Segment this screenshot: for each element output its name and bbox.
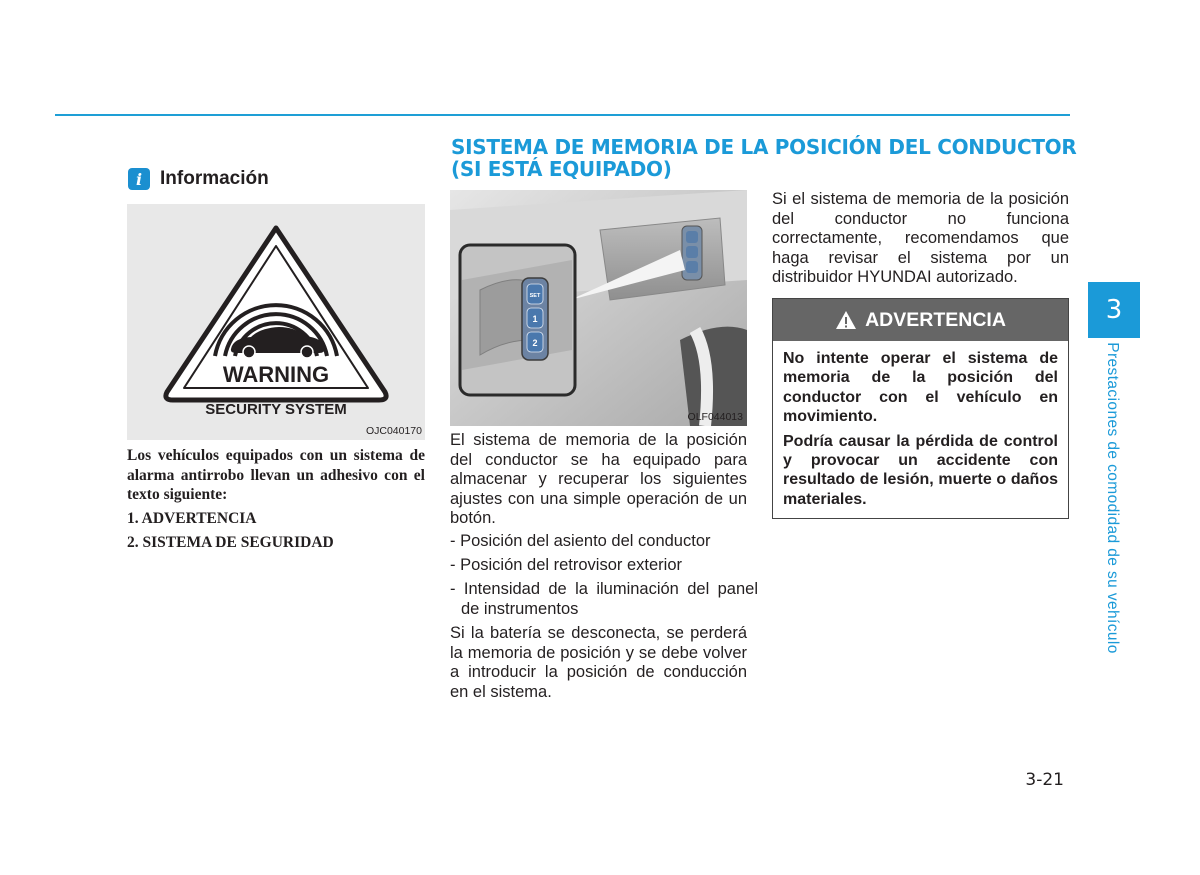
info-item-2: 2. SISTEMA DE SEGURIDAD bbox=[127, 534, 334, 551]
set-button-label: SET bbox=[529, 293, 541, 299]
intro-paragraph: El sistema de memoria de la posición del conductor se ha equipado para almacenar y recuperar los siguientes ajustes con una simple operación de un botón. bbox=[450, 431, 747, 528]
section-title-line1: SISTEMA DE MEMORIA DE LA POSICIÓN DEL CONDUCTOR bbox=[451, 135, 1077, 159]
info-paragraph: Los vehículos equipados con un sistema de alarma antirrobo llevan un adhesivo con el texto siguiente: bbox=[127, 447, 425, 503]
service-paragraph: Si el sistema de memoria de la posición del conductor no funciona correctamente, recomendamos que haga revisar el sistema por un distribuidor HYUNDAI autorizado. bbox=[772, 190, 1069, 287]
security-sticker-figure bbox=[127, 204, 425, 440]
warning-body bbox=[773, 341, 1068, 509]
warning-triangle-icon bbox=[835, 310, 857, 330]
top-rule bbox=[55, 114, 1070, 116]
info-heading bbox=[128, 168, 269, 190]
bullet-mirror: - Posición del retrovisor exterior bbox=[450, 556, 682, 574]
warning-title: ADVERTENCIA bbox=[865, 308, 1006, 331]
figure-code: OJC040170 bbox=[365, 425, 422, 437]
svg-text:2: 2 bbox=[532, 338, 538, 348]
section-title bbox=[451, 135, 1077, 181]
chapter-label: Prestaciones de comodidad de su vehículo bbox=[1104, 342, 1121, 654]
page-number: 3-21 bbox=[1025, 770, 1064, 790]
svg-text:1: 1 bbox=[532, 314, 538, 324]
door-panel-illustration bbox=[450, 190, 747, 426]
info-icon: i bbox=[128, 168, 150, 190]
bullet-seat: - Posición del asiento del conductor bbox=[450, 532, 711, 550]
chapter-number-tab: 3 bbox=[1088, 282, 1140, 338]
sticker-system-text: SECURITY SYSTEM bbox=[205, 401, 347, 418]
bullet-illumination: - Intensidad de la iluminación del panel de instrumentos bbox=[450, 580, 758, 618]
section-title-line2: (SI ESTÁ EQUIPADO) bbox=[451, 157, 672, 181]
warning-triangle-icon bbox=[127, 204, 425, 440]
info-item-1: 1. ADVERTENCIA bbox=[127, 510, 257, 527]
warning-box bbox=[772, 298, 1069, 519]
sticker-warning-text: WARNING bbox=[222, 362, 330, 387]
warning-header bbox=[773, 299, 1068, 341]
warning-paragraph-2: Podría causar la pérdida de control y provocar un accidente con resultado de lesión, muerte o daños materiales. bbox=[783, 432, 1058, 508]
info-title: Información bbox=[160, 168, 269, 189]
warning-paragraph-1: No intente operar el sistema de memoria de la posición del conductor con el vehículo en movimiento. bbox=[783, 350, 1058, 426]
battery-paragraph: Si la batería se desconecta, se perderá la memoria de posición y se debe volver a introducir la posición de conducción en el sistema. bbox=[450, 624, 747, 701]
figure-code: OLF044013 bbox=[687, 411, 743, 423]
door-memory-buttons-figure bbox=[450, 190, 747, 426]
